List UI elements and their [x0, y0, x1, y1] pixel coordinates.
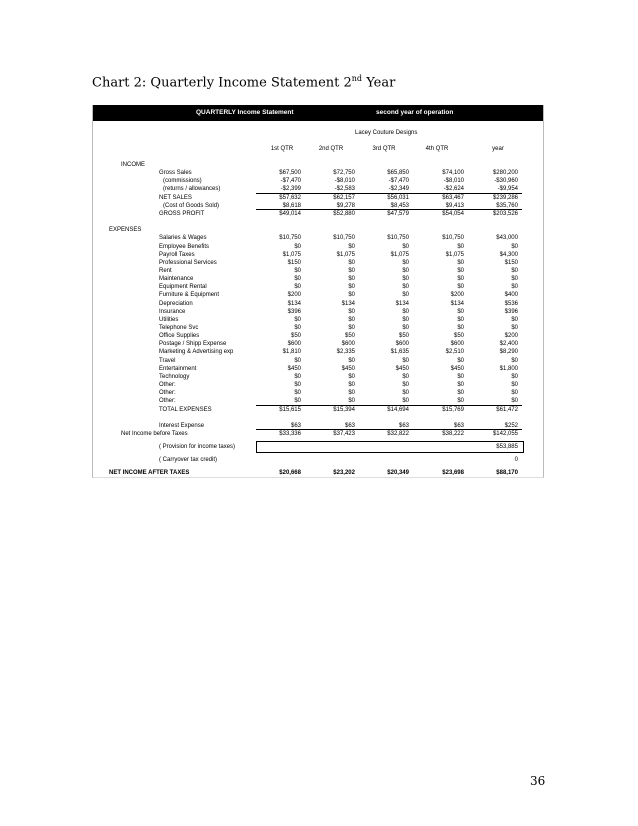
table-row — [93, 291, 543, 299]
row-label: Other: — [159, 390, 176, 397]
cell-value: $0 — [294, 267, 301, 274]
net-income-row — [93, 469, 543, 477]
cell-value: $600 — [287, 341, 301, 348]
row-label: Maintenance — [159, 276, 194, 283]
cell-value: -$7,470 — [388, 178, 409, 185]
title-superscript: nd — [351, 74, 363, 83]
cell-value: $35,760 — [496, 202, 518, 209]
cell-value: $0 — [457, 325, 464, 331]
row-label: Other: — [159, 398, 176, 405]
cell-value: 0 — [514, 457, 518, 464]
cell-value: $1,075 — [336, 251, 355, 258]
cell-value: $0 — [348, 308, 355, 315]
table-row — [93, 443, 543, 451]
row-label: Salaries & Wages — [159, 235, 207, 242]
cell-value: $20,668 — [279, 470, 301, 477]
cell-value: $1,635 — [390, 349, 409, 356]
cell-value: $50 — [398, 333, 409, 340]
row-label: NET SALES — [159, 194, 192, 201]
row-label: TOTAL EXPENSES — [159, 406, 212, 413]
cell-value: $0 — [294, 390, 301, 397]
table-row — [93, 365, 543, 373]
cell-value: $0 — [402, 325, 409, 331]
row-label: Interest Expense — [159, 422, 205, 429]
table-row — [93, 267, 543, 275]
table-row — [93, 243, 543, 251]
cell-value: $0 — [294, 325, 301, 331]
cell-value: $0 — [294, 373, 301, 380]
column-header: 4th QTR — [425, 146, 449, 152]
cell-value: $15,615 — [279, 406, 301, 413]
row-label: Equipment Rental — [159, 284, 207, 291]
cell-value: $0 — [457, 373, 464, 380]
page-title — [92, 74, 395, 90]
row-label: Professional Services — [159, 259, 217, 266]
cell-value: $0 — [402, 259, 409, 266]
cell-value: $536 — [504, 300, 518, 307]
cell-value: $14,694 — [387, 406, 409, 413]
row-label: Entertainment — [159, 365, 197, 372]
cell-value: $47,579 — [387, 210, 409, 217]
row-label: NET INCOME AFTER TAXES — [109, 470, 190, 477]
table-row — [93, 357, 543, 365]
table-row — [93, 406, 543, 414]
cell-value: $88,170 — [496, 470, 518, 477]
cell-value: $0 — [348, 243, 355, 250]
cell-value: $65,850 — [387, 170, 409, 177]
cell-value: $134 — [450, 300, 464, 307]
cell-value: $0 — [402, 276, 409, 283]
column-header: 3rd QTR — [372, 146, 396, 152]
income-statement-sheet — [92, 105, 544, 478]
cell-value: $134 — [287, 300, 301, 307]
cell-value: $63 — [344, 422, 355, 429]
cell-value: $9,278 — [336, 202, 355, 209]
sheet-header-title: QUARTERLY Income Statement — [196, 109, 294, 116]
cell-value: $0 — [402, 382, 409, 389]
row-label: Office Supplies — [159, 333, 200, 340]
section-heading-row — [93, 161, 543, 169]
company-name: Lacey Couture Designs — [355, 130, 418, 136]
cell-value: -$7,470 — [280, 178, 301, 185]
cell-value: $0 — [348, 357, 355, 364]
cell-value: $0 — [294, 357, 301, 364]
table-row — [93, 283, 543, 291]
table-row — [93, 430, 543, 438]
cell-value: $0 — [457, 316, 464, 323]
cell-value: $0 — [511, 398, 518, 405]
cell-value: $0 — [348, 382, 355, 389]
cell-value: $0 — [511, 373, 518, 380]
cell-value: $0 — [348, 276, 355, 283]
subtotal-rule — [256, 429, 522, 430]
cell-value: $450 — [450, 365, 464, 372]
cell-value: $4,300 — [499, 251, 518, 258]
cell-value: $396 — [287, 308, 301, 315]
cell-value: -$2,349 — [388, 186, 409, 193]
table-row — [93, 210, 543, 218]
cell-value: $15,769 — [442, 406, 464, 413]
cell-value: $0 — [511, 382, 518, 389]
cell-value: $0 — [348, 292, 355, 299]
row-label: Technology — [159, 373, 190, 380]
section-label: INCOME — [121, 162, 145, 168]
cell-value: $54,054 — [442, 210, 464, 217]
row-label: GROSS PROFIT — [159, 210, 205, 217]
cell-value: $0 — [294, 316, 301, 323]
cell-value: $43,000 — [496, 235, 518, 242]
table-row — [93, 348, 543, 356]
row-label: Postage / Shipp Expense — [159, 341, 227, 348]
cell-value: $150 — [287, 259, 301, 266]
cell-value: $134 — [341, 300, 355, 307]
subtotal-rule — [256, 209, 522, 210]
cell-value: $63 — [290, 422, 301, 429]
row-label: Gross Sales — [159, 170, 192, 177]
cell-value: $63 — [398, 422, 409, 429]
cell-value: $9,413 — [445, 202, 464, 209]
cell-value: $8,453 — [390, 202, 409, 209]
table-row — [93, 234, 543, 242]
table-row — [93, 316, 543, 324]
page-number: 36 — [530, 774, 546, 788]
row-label: ( Carryover tax credit) — [159, 457, 218, 464]
cell-value: $50 — [453, 333, 464, 340]
cell-value: $15,394 — [333, 406, 355, 413]
row-label: Employee Benefits — [159, 243, 210, 250]
column-header: 2nd QTR — [318, 146, 344, 152]
cell-value: $0 — [457, 267, 464, 274]
cell-value: $0 — [348, 259, 355, 266]
cell-value: $2,510 — [445, 349, 464, 356]
cell-value: $0 — [457, 382, 464, 389]
cell-value: $400 — [504, 292, 518, 299]
row-label: Furniture & Equipment — [159, 292, 220, 299]
cell-value: $72,750 — [333, 170, 355, 177]
cell-value: $63,467 — [442, 194, 464, 201]
cell-value: $0 — [457, 398, 464, 405]
cell-value: $52,880 — [333, 210, 355, 217]
cell-value: $10,750 — [333, 235, 355, 242]
cell-value: $600 — [450, 341, 464, 348]
cell-value: $50 — [344, 333, 355, 340]
subtotal-rule — [256, 405, 522, 406]
row-label: Rent — [159, 267, 172, 274]
cell-value: $0 — [402, 243, 409, 250]
cell-value: $0 — [402, 284, 409, 291]
cell-value: $10,750 — [279, 235, 301, 242]
cell-value: $8,290 — [499, 349, 518, 356]
cell-value: $252 — [504, 422, 518, 429]
cell-value: $2,400 — [499, 341, 518, 348]
table-row — [93, 259, 543, 267]
cell-value: $0 — [402, 316, 409, 323]
cell-value: $0 — [402, 373, 409, 380]
cell-value: $20,349 — [387, 470, 409, 477]
cell-value: $0 — [402, 390, 409, 397]
cell-value: $600 — [395, 341, 409, 348]
cell-value: $10,750 — [387, 235, 409, 242]
title-prefix: Chart 2: Quarterly Income Statement 2 — [92, 75, 352, 91]
cell-value: $280,200 — [492, 170, 518, 177]
cell-value: $0 — [511, 390, 518, 397]
row-label: Marketing & Advertising exp — [159, 349, 234, 356]
cell-value: $0 — [294, 243, 301, 250]
row-label: Utilities — [159, 316, 179, 323]
row-label: ( Provision for income taxes) — [159, 444, 236, 451]
table-row — [93, 373, 543, 381]
table-row — [93, 456, 543, 464]
row-label: Depreciation — [159, 300, 193, 307]
title-suffix: Year — [362, 75, 396, 91]
cell-value: $1,075 — [390, 251, 409, 258]
cell-value: $0 — [294, 284, 301, 291]
table-row — [93, 324, 543, 332]
cell-value: $0 — [511, 284, 518, 291]
cell-value: $0 — [348, 316, 355, 323]
cell-value: $0 — [457, 284, 464, 291]
cell-value: $61,472 — [496, 406, 518, 413]
cell-value: $0 — [457, 243, 464, 250]
table-row — [93, 169, 543, 177]
cell-value: $0 — [348, 373, 355, 380]
table-row — [93, 275, 543, 283]
cell-value: $10,750 — [442, 235, 464, 242]
table-row — [93, 308, 543, 316]
section-label: EXPENSES — [109, 227, 142, 234]
cell-value: $23,698 — [442, 470, 464, 477]
cell-value: $0 — [348, 284, 355, 291]
cell-value: $450 — [287, 365, 301, 372]
cell-value: $0 — [457, 276, 464, 283]
cell-value: $1,075 — [445, 251, 464, 258]
table-row — [93, 381, 543, 389]
cell-value: $0 — [511, 357, 518, 364]
cell-value: $1,075 — [282, 251, 301, 258]
cell-value: $0 — [348, 390, 355, 397]
cell-value: $0 — [294, 398, 301, 405]
cell-value: $63 — [453, 422, 464, 429]
cell-value: $0 — [511, 325, 518, 331]
row-label: Net Income before Taxes — [121, 430, 188, 437]
cell-value: $62,157 — [333, 194, 355, 201]
row-label: Travel — [159, 357, 176, 364]
cell-value: -$8,010 — [443, 178, 464, 185]
cell-value: $600 — [341, 341, 355, 348]
cell-value: $239,286 — [492, 194, 518, 201]
cell-value: $450 — [341, 365, 355, 372]
cell-value: $74,100 — [442, 170, 464, 177]
cell-value: $0 — [348, 267, 355, 274]
row-label: Payroll Taxes — [159, 251, 195, 258]
cell-value: -$30,960 — [494, 178, 518, 185]
cell-value: $0 — [457, 357, 464, 364]
row-label: (commissions) — [163, 178, 202, 185]
table-row — [93, 177, 543, 185]
tax-provision-box — [256, 441, 524, 453]
cell-value: $0 — [402, 398, 409, 405]
row-label: (returns / allowances) — [163, 186, 221, 193]
table-row — [93, 300, 543, 308]
cell-value: $67,500 — [279, 170, 301, 177]
cell-value: $32,822 — [387, 430, 409, 437]
table-row — [93, 251, 543, 259]
cell-value: $0 — [294, 276, 301, 283]
sheet-header-bar — [93, 105, 543, 121]
cell-value: $50 — [290, 333, 301, 340]
cell-value: $200 — [504, 333, 518, 340]
cell-value: $0 — [348, 325, 355, 331]
cell-value: $53,885 — [496, 444, 518, 451]
column-header-row — [93, 145, 543, 153]
cell-value: $0 — [457, 308, 464, 315]
cell-value: $203,526 — [492, 210, 518, 217]
cell-value: $134 — [395, 300, 409, 307]
cell-value: $200 — [287, 292, 301, 299]
section-heading-row — [93, 226, 543, 234]
cell-value: $150 — [504, 259, 518, 266]
cell-value: $0 — [294, 382, 301, 389]
cell-value: -$8,010 — [334, 178, 355, 185]
cell-value: $0 — [457, 390, 464, 397]
cell-value: $49,014 — [279, 210, 301, 217]
cell-value: $2,335 — [336, 349, 355, 356]
cell-value: $450 — [395, 365, 409, 372]
cell-value: -$2,399 — [280, 186, 301, 193]
cell-value: $0 — [511, 243, 518, 250]
cell-value: $56,031 — [387, 194, 409, 201]
table-row — [93, 340, 543, 348]
cell-value: $1,810 — [282, 349, 301, 356]
table-row — [93, 332, 543, 340]
row-label: Insurance — [159, 308, 186, 315]
cell-value: $0 — [511, 316, 518, 323]
cell-value: $1,800 — [499, 365, 518, 372]
cell-value: $57,632 — [279, 194, 301, 201]
cell-value: $0 — [457, 259, 464, 266]
cell-value: $0 — [402, 308, 409, 315]
cell-value: -$9,954 — [497, 186, 518, 193]
cell-value: $0 — [511, 276, 518, 283]
cell-value: $0 — [402, 267, 409, 274]
cell-value: $0 — [348, 398, 355, 405]
column-header: year — [492, 146, 504, 152]
cell-value: $0 — [402, 357, 409, 364]
cell-value: $23,202 — [333, 470, 355, 477]
cell-value: $396 — [504, 308, 518, 315]
cell-value: $0 — [402, 292, 409, 299]
subtotal-rule — [256, 193, 522, 194]
row-label: Telephone Svc — [159, 325, 199, 331]
cell-value: $8,618 — [282, 202, 301, 209]
cell-value: $0 — [511, 267, 518, 274]
column-header: 1st QTR — [270, 146, 294, 152]
cell-value: $37,423 — [333, 430, 355, 437]
table-row — [93, 389, 543, 397]
cell-value: $200 — [450, 292, 464, 299]
table-row — [93, 194, 543, 202]
sheet-header-subtitle: second year of operation — [376, 109, 454, 116]
cell-value: -$2,583 — [334, 186, 355, 193]
cell-value: $33,336 — [279, 430, 301, 437]
row-label: (Cost of Goods Sold) — [163, 202, 220, 209]
cell-value: $38,222 — [442, 430, 464, 437]
row-label: Other: — [159, 382, 176, 389]
cell-value: -$2,624 — [443, 186, 464, 193]
cell-value: $142,055 — [492, 430, 518, 437]
